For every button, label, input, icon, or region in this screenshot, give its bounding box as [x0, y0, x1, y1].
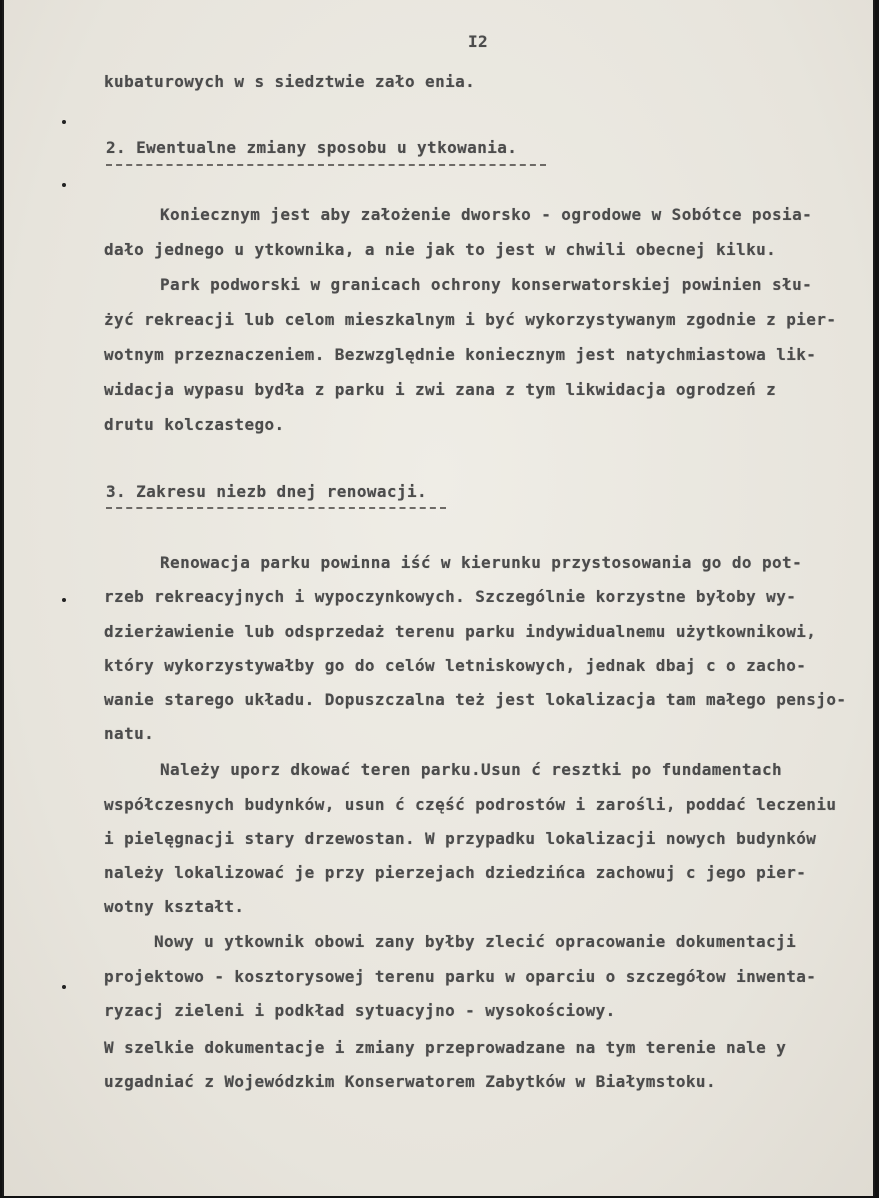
text-line: Renowacja parku powinna iść w kierunku przystosowania go do pot- [160, 553, 803, 572]
text-line: projektowo - kosztorysowej terenu parku w oparciu o szczegółow inwenta- [104, 967, 817, 986]
page-right-edge [873, 0, 875, 1196]
text-line: współczesnych budynków, usun ć część podrostów i zarośli, poddać leczeniu [104, 795, 837, 814]
punch-mark [62, 120, 66, 124]
text-line: należy lokalizować je przy pierzejach dziedzińca zachowuj c jego pier- [104, 863, 807, 882]
text-line: W szelkie dokumentacje i zmiany przeprowadzane na tym terenie nale y [104, 1038, 787, 1057]
heading-underline [106, 507, 446, 509]
text-line: który wykorzystywałby go do celów letniskowych, jednak dbaj c o zacho- [104, 656, 807, 675]
text-line: kubaturowych w s siedztwie zało enia. [104, 72, 476, 91]
text-line: i pielęgnacji stary drzewostan. W przypadku lokalizacji nowych budynków [104, 829, 817, 848]
section-heading: 2. Ewentualne zmiany sposobu u ytkowania. [106, 138, 518, 157]
text-line: wanie starego układu. Dopuszczalna też jest lokalizacja tam małego pensjo- [104, 690, 847, 709]
page-left-edge [2, 0, 4, 1196]
text-line: rzeb rekreacyjnych i wypoczynkowych. Szczególnie korzystne byłoby wy- [104, 587, 797, 606]
text-line: uzgadniać z Wojewódzkim Konserwatorem Zabytków w Białymstoku. [104, 1072, 717, 1091]
text-line: żyć rekreacji lub celom mieszkalnym i być wykorzystywanym zgodnie z pier- [104, 310, 837, 329]
text-line: wotny kształt. [104, 897, 245, 916]
text-line: Koniecznym jest aby założenie dworsko - ogrodowe w Sobótce posia- [160, 205, 813, 224]
punch-mark [62, 598, 66, 602]
punch-mark [62, 985, 66, 989]
section-heading: 3. Zakresu niezb dnej renowacji. [106, 482, 428, 501]
text-line: wotnym przeznaczeniem. Bezwzględnie koniecznym jest natychmiastowa lik- [104, 345, 817, 364]
text-line: dało jednego u ytkownika, a nie jak to jest w chwili obecnej kilku. [104, 240, 777, 259]
text-line: drutu kolczastego. [104, 415, 285, 434]
heading-underline [106, 164, 546, 166]
typewritten-page [2, 0, 875, 1196]
text-line: Należy uporz dkować teren parku.Usun ć resztki po fundamentach [160, 760, 783, 779]
text-line: dzierżawienie lub odsprzedaż terenu parku indywidualnemu użytkownikowi, [104, 622, 817, 641]
text-line: Park podworski w granicach ochrony konserwatorskiej powinien słu- [160, 275, 813, 294]
text-line: widacja wypasu bydła z parku i zwi zana z tym likwidacja ogrodzeń z [104, 380, 777, 399]
text-line: Nowy u ytkownik obowi zany byłby zlecić opracowanie dokumentacji [154, 932, 797, 951]
punch-mark [62, 183, 66, 187]
text-line: natu. [104, 724, 155, 743]
page-number: I2 [468, 32, 489, 51]
text-line: ryzacj zieleni i podkład sytuacyjno - wysokościowy. [104, 1001, 616, 1020]
